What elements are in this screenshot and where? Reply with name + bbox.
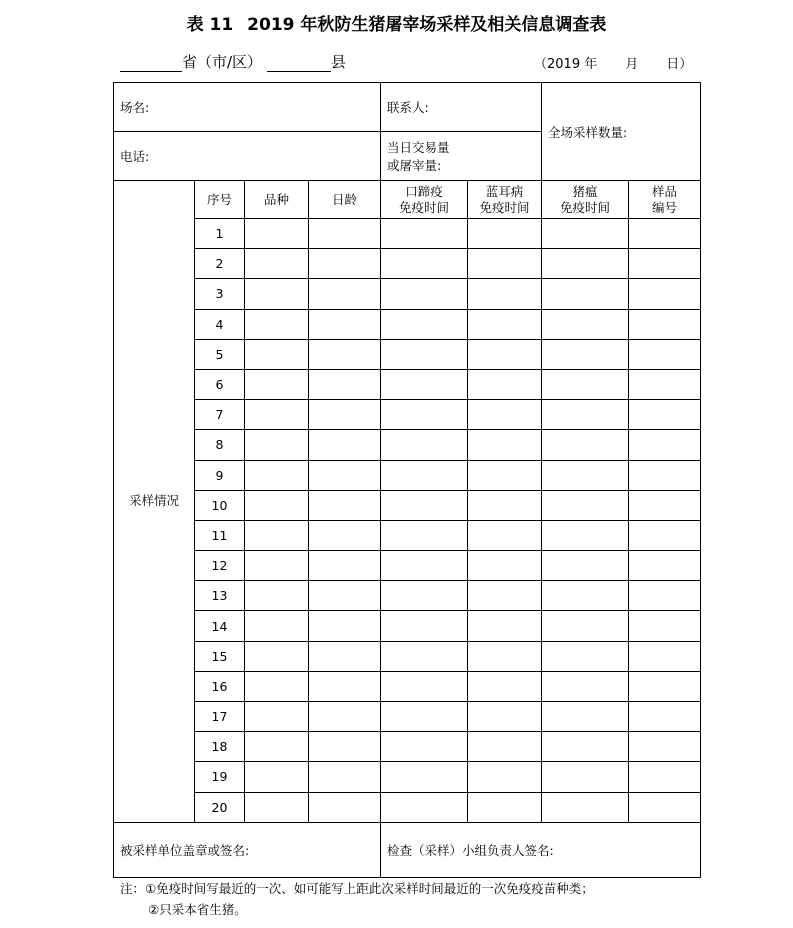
entry-cell[interactable]: [629, 460, 701, 490]
entry-cell[interactable]: [245, 551, 309, 581]
entry-cell[interactable]: [309, 732, 381, 762]
footnotes: [120, 878, 594, 920]
date-month: 月: [625, 57, 639, 72]
entry-cell[interactable]: [381, 551, 468, 581]
entry-cell[interactable]: [245, 249, 309, 279]
entry-cell[interactable]: [381, 762, 468, 792]
entry-cell[interactable]: [309, 490, 381, 520]
province-blank[interactable]: [120, 55, 182, 72]
sampling-section-label: 采样情况: [114, 181, 195, 823]
entry-cell[interactable]: [381, 641, 468, 671]
entry-cell[interactable]: [629, 702, 701, 732]
entry-cell[interactable]: [245, 702, 309, 732]
table-row: [114, 339, 701, 369]
entry-cell[interactable]: [381, 249, 468, 279]
county-label: 县: [330, 53, 346, 71]
entry-cell[interactable]: [381, 369, 468, 399]
entry-cell[interactable]: [381, 430, 468, 460]
total-samples-cell[interactable]: 全场采样数量:: [542, 83, 701, 181]
entry-cell[interactable]: [629, 309, 701, 339]
date-year: （2019 年: [534, 57, 598, 72]
entry-cell[interactable]: [381, 460, 468, 490]
table-row: [114, 641, 701, 671]
date-day: 日）: [666, 57, 693, 72]
entry-cell[interactable]: [542, 339, 629, 369]
entry-cell[interactable]: [245, 490, 309, 520]
row-number: 15: [195, 641, 245, 671]
table-row: [114, 671, 701, 701]
entry-cell[interactable]: [245, 611, 309, 641]
entry-cell[interactable]: [245, 792, 309, 822]
entry-cell[interactable]: [629, 430, 701, 460]
entry-cell[interactable]: [245, 279, 309, 309]
entry-cell[interactable]: [309, 792, 381, 822]
row-number: 20: [195, 792, 245, 822]
table-row: [114, 762, 701, 792]
entry-cell[interactable]: [309, 671, 381, 701]
entry-cell[interactable]: [468, 792, 542, 822]
entry-cell[interactable]: [245, 460, 309, 490]
column-header: 样品 编号: [629, 181, 701, 219]
entry-cell[interactable]: [245, 339, 309, 369]
table-row: [114, 219, 701, 249]
row-number: 19: [195, 762, 245, 792]
row-number: 3: [195, 279, 245, 309]
entry-cell[interactable]: [542, 430, 629, 460]
entry-cell[interactable]: [629, 520, 701, 550]
unit-signature-cell[interactable]: 被采样单位盖章或签名:: [114, 822, 381, 877]
entry-cell[interactable]: [542, 219, 629, 249]
entry-cell[interactable]: [245, 641, 309, 671]
entry-cell[interactable]: [468, 671, 542, 701]
entry-cell[interactable]: [381, 219, 468, 249]
entry-cell[interactable]: [468, 551, 542, 581]
entry-cell[interactable]: [468, 249, 542, 279]
table-row: [114, 551, 701, 581]
entry-cell[interactable]: [629, 671, 701, 701]
entry-cell[interactable]: [381, 339, 468, 369]
entry-cell[interactable]: [381, 400, 468, 430]
entry-cell[interactable]: [245, 430, 309, 460]
entry-cell[interactable]: [381, 309, 468, 339]
entry-cell[interactable]: [629, 400, 701, 430]
entry-cell[interactable]: [381, 520, 468, 550]
entry-cell[interactable]: [309, 702, 381, 732]
entry-cell[interactable]: [468, 611, 542, 641]
entry-cell[interactable]: [629, 490, 701, 520]
entry-cell[interactable]: [309, 249, 381, 279]
table-row: [114, 430, 701, 460]
entry-cell[interactable]: [542, 551, 629, 581]
entry-cell[interactable]: [245, 581, 309, 611]
entry-cell[interactable]: [468, 460, 542, 490]
entry-cell[interactable]: [629, 732, 701, 762]
entry-cell[interactable]: [542, 490, 629, 520]
entry-cell[interactable]: [309, 400, 381, 430]
survey-table: [113, 82, 701, 878]
row-number: 18: [195, 732, 245, 762]
note-1: 注：①免疫时间写最近的一次、如可能写上距此次采样时间最近的一次免疫疫苗种类；: [120, 881, 594, 896]
entry-cell[interactable]: [542, 702, 629, 732]
entry-cell[interactable]: [309, 611, 381, 641]
entry-cell[interactable]: [629, 581, 701, 611]
table-row: [114, 490, 701, 520]
entry-cell[interactable]: [309, 279, 381, 309]
entry-cell[interactable]: [542, 400, 629, 430]
daily-volume-cell[interactable]: 当日交易量 或屠宰量:: [381, 132, 542, 181]
table-row: [114, 279, 701, 309]
entry-cell[interactable]: [542, 520, 629, 550]
entry-cell[interactable]: [468, 430, 542, 460]
entry-cell[interactable]: [542, 249, 629, 279]
table-row: [114, 520, 701, 550]
table-row: [114, 732, 701, 762]
entry-cell[interactable]: [381, 732, 468, 762]
entry-cell[interactable]: [542, 792, 629, 822]
entry-cell[interactable]: [468, 339, 542, 369]
province-label: 省（市/区）: [182, 53, 263, 71]
entry-cell[interactable]: [542, 369, 629, 399]
entry-cell[interactable]: [381, 611, 468, 641]
row-number: 8: [195, 430, 245, 460]
county-blank[interactable]: [267, 55, 331, 72]
entry-cell[interactable]: [309, 641, 381, 671]
entry-cell[interactable]: [468, 279, 542, 309]
entry-cell[interactable]: [629, 762, 701, 792]
entry-cell[interactable]: [542, 671, 629, 701]
row-number: 1: [195, 219, 245, 249]
date-line: [534, 53, 692, 72]
table-row: [114, 400, 701, 430]
entry-cell[interactable]: [245, 520, 309, 550]
entry-cell[interactable]: [309, 369, 381, 399]
entry-cell[interactable]: [468, 641, 542, 671]
entry-cell[interactable]: [309, 581, 381, 611]
column-header: 蓝耳病 免疫时间: [468, 181, 542, 219]
inspector-signature-cell[interactable]: 检查（采样）小组负责人签名:: [381, 822, 701, 877]
entry-cell[interactable]: [468, 762, 542, 792]
note-2: ②只采本省生猪。: [148, 902, 247, 917]
column-header: 猪瘟 免疫时间: [542, 181, 629, 219]
entry-cell[interactable]: [468, 219, 542, 249]
entry-cell[interactable]: [542, 732, 629, 762]
table-row: [114, 611, 701, 641]
entry-cell[interactable]: [381, 279, 468, 309]
entry-cell[interactable]: [309, 520, 381, 550]
row-number: 12: [195, 551, 245, 581]
entry-cell[interactable]: [629, 249, 701, 279]
row-number: 2: [195, 249, 245, 279]
entry-cell[interactable]: [468, 490, 542, 520]
entry-cell[interactable]: [468, 732, 542, 762]
entry-cell[interactable]: [542, 460, 629, 490]
row-number: 17: [195, 702, 245, 732]
row-number: 7: [195, 400, 245, 430]
entry-cell[interactable]: [245, 732, 309, 762]
location-line: [120, 51, 346, 72]
entry-cell[interactable]: [309, 219, 381, 249]
table-row: [114, 581, 701, 611]
contact-cell[interactable]: 联系人:: [381, 83, 542, 132]
column-header: 品种: [245, 181, 309, 219]
entry-cell[interactable]: [629, 792, 701, 822]
entry-cell[interactable]: [629, 339, 701, 369]
title-text: 2019 年秋防生猪屠宰场采样及相关信息调查表: [247, 15, 607, 35]
row-number: 4: [195, 309, 245, 339]
row-number: 5: [195, 339, 245, 369]
farm-name-cell[interactable]: 场名:: [114, 83, 381, 132]
entry-cell[interactable]: [542, 641, 629, 671]
entry-cell[interactable]: [542, 581, 629, 611]
entry-cell[interactable]: [381, 581, 468, 611]
phone-cell[interactable]: 电话:: [114, 132, 381, 181]
entry-cell[interactable]: [381, 490, 468, 520]
entry-cell[interactable]: [629, 641, 701, 671]
entry-cell[interactable]: [381, 702, 468, 732]
entry-cell[interactable]: [468, 369, 542, 399]
entry-cell[interactable]: [468, 581, 542, 611]
entry-cell[interactable]: [245, 309, 309, 339]
entry-cell[interactable]: [245, 762, 309, 792]
table-row: [114, 792, 701, 822]
entry-cell[interactable]: [629, 369, 701, 399]
entry-cell[interactable]: [245, 369, 309, 399]
row-number: 13: [195, 581, 245, 611]
document-title: [0, 10, 793, 35]
entry-cell[interactable]: [542, 309, 629, 339]
entry-cell[interactable]: [629, 611, 701, 641]
table-row: [114, 309, 701, 339]
entry-cell[interactable]: [468, 400, 542, 430]
entry-cell[interactable]: [245, 219, 309, 249]
entry-cell[interactable]: [629, 279, 701, 309]
table-row: [114, 369, 701, 399]
entry-cell[interactable]: [309, 430, 381, 460]
table-number: 表 11: [186, 15, 234, 35]
entry-cell[interactable]: [542, 762, 629, 792]
row-number: 9: [195, 460, 245, 490]
column-header: 口蹄疫 免疫时间: [381, 181, 468, 219]
entry-cell[interactable]: [309, 339, 381, 369]
entry-cell[interactable]: [309, 460, 381, 490]
table-row: [114, 702, 701, 732]
entry-cell[interactable]: [245, 671, 309, 701]
entry-cell[interactable]: [468, 309, 542, 339]
entry-cell[interactable]: [381, 792, 468, 822]
entry-cell[interactable]: [542, 611, 629, 641]
row-number: 11: [195, 520, 245, 550]
row-number: 16: [195, 671, 245, 701]
row-number: 10: [195, 490, 245, 520]
table-row: [114, 249, 701, 279]
entry-cell[interactable]: [309, 762, 381, 792]
entry-cell[interactable]: [468, 702, 542, 732]
entry-cell[interactable]: [542, 279, 629, 309]
entry-cell[interactable]: [309, 551, 381, 581]
entry-cell[interactable]: [381, 671, 468, 701]
table-row: [114, 460, 701, 490]
column-header: 日龄: [309, 181, 381, 219]
entry-cell[interactable]: [309, 309, 381, 339]
entry-cell[interactable]: [629, 219, 701, 249]
entry-cell[interactable]: [468, 520, 542, 550]
entry-cell[interactable]: [245, 400, 309, 430]
row-number: 6: [195, 369, 245, 399]
entry-cell[interactable]: [629, 551, 701, 581]
column-header: 序号: [195, 181, 245, 219]
row-number: 14: [195, 611, 245, 641]
